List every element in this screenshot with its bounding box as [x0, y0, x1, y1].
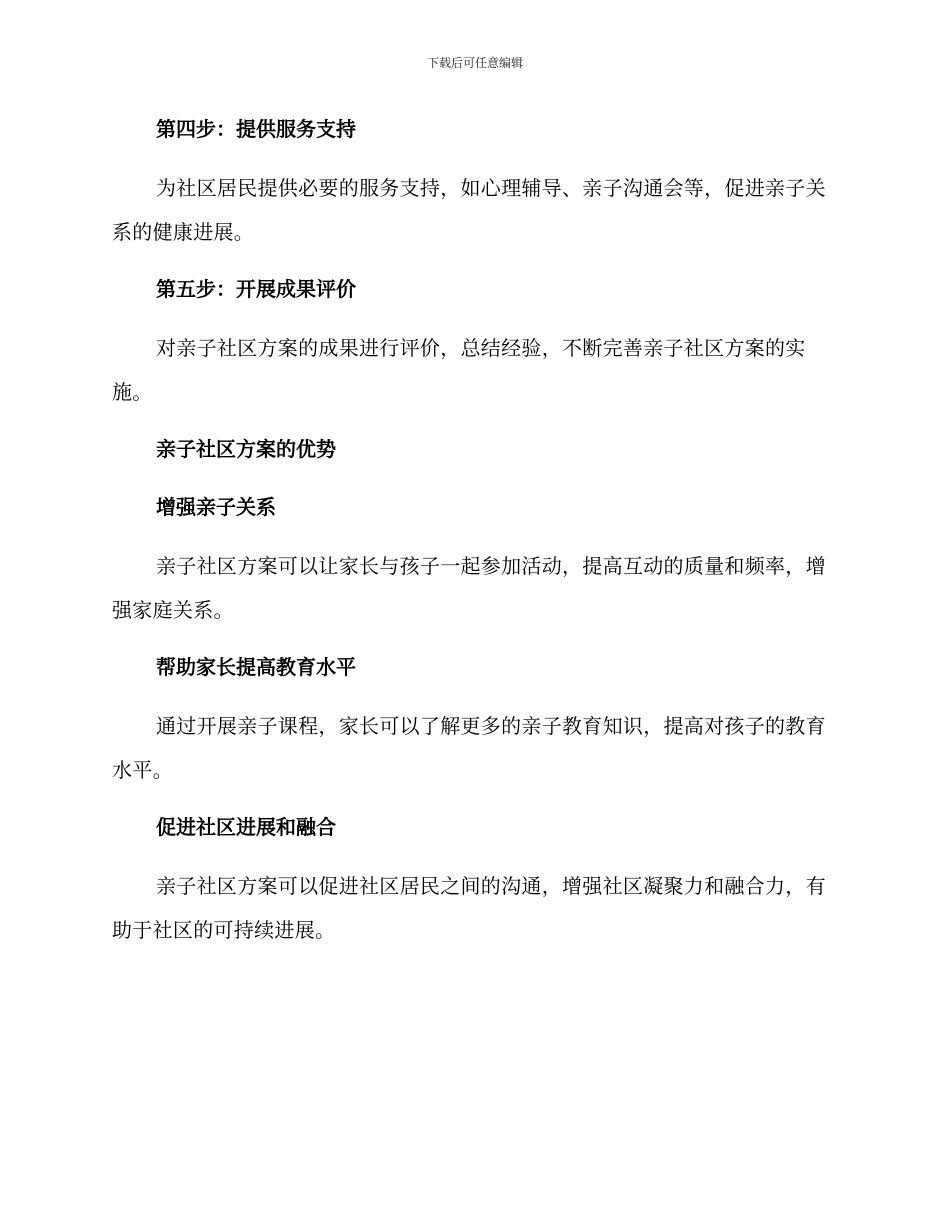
section-heading-step5: 第五步：开展成果评价	[156, 277, 356, 301]
section-heading-advantages: 亲子社区方案的优势	[156, 437, 336, 461]
paragraph-relationship: 亲子社区方案可以让家长与孩子一起参加活动，提高互动的质量和频率，增强家庭关系。	[112, 554, 826, 622]
paragraph-step5: 对亲子社区方案的成果进行评价，总结经验，不断完善亲子社区方案的实施。	[112, 336, 806, 404]
paragraph-step4: 为社区居民提供必要的服务支持，如心理辅导、亲子沟通会等，促进亲子关系的健康进展。	[112, 176, 826, 244]
paragraph-education: 通过开展亲子课程，家长可以了解更多的亲子教育知识，提高对孩子的教育水平。	[112, 714, 826, 782]
section-heading-community: 促进社区进展和融合	[156, 815, 336, 839]
page-header-note: 下载后可任意编辑	[426, 56, 523, 70]
document-body	[112, 108, 832, 966]
paragraph-community: 亲子社区方案可以促进社区居民之间的沟通，增强社区凝聚力和融合力，有助于社区的可持续进展。	[112, 874, 826, 942]
section-heading-step4: 第四步：提供服务支持	[156, 117, 356, 141]
section-heading-education: 帮助家长提高教育水平	[156, 655, 356, 679]
section-heading-relationship: 增强亲子关系	[156, 495, 276, 519]
